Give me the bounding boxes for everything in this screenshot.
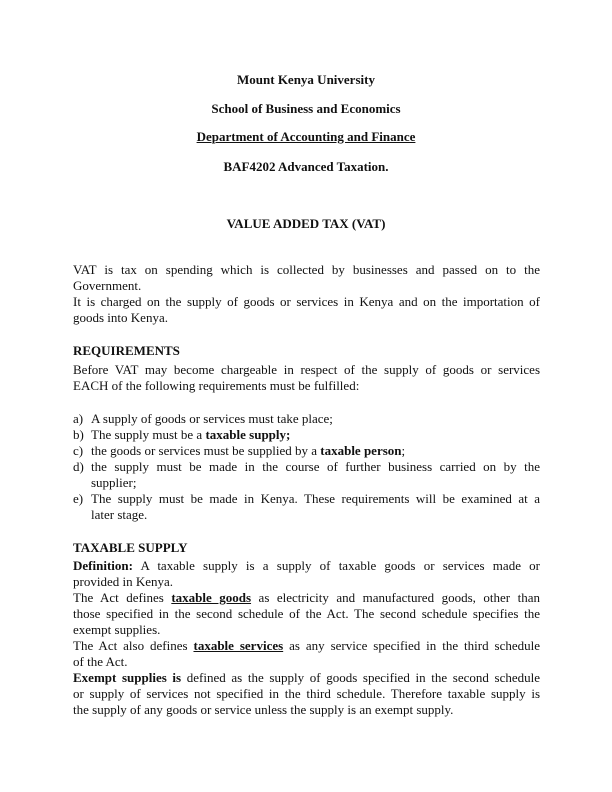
- text-span: Before VAT may become chargeable in respect of the supply of goods or services: [73, 362, 540, 377]
- department-label: Department of Accounting and Finance: [196, 129, 416, 144]
- text-span: the supply must be made in the course of further business carried on by the: [91, 459, 540, 474]
- school-name: School of Business and Economics: [211, 101, 401, 116]
- text-span: exempt supplies.: [73, 622, 161, 637]
- text-span: later stage.: [91, 507, 148, 522]
- taxable-supply-line: [73, 686, 540, 702]
- text-span: provided in Kenya.: [73, 574, 174, 589]
- text-span: the goods or services must be supplied by a: [91, 443, 321, 458]
- list-item-text: [91, 427, 540, 443]
- text-span: VAT is tax on spending which is collected by businesses and passed on to the: [73, 262, 540, 277]
- text-span: It is charged on the supply of goods or services in Kenya and on the importation of: [73, 294, 540, 309]
- requirements-line: [73, 378, 540, 394]
- text-span: EACH of the following requirements must be fulfilled:: [73, 378, 360, 393]
- taxable-supply-line: [73, 654, 540, 670]
- text-span: as electricity and manufactured goods, other than: [251, 590, 540, 605]
- taxable-supply-line: [73, 606, 540, 622]
- text-span: the supply of any goods or service unless the supply is an exempt supply.: [73, 702, 454, 717]
- list-item-text: [91, 411, 540, 427]
- text-span: A supply of goods or services must take place;: [91, 411, 333, 426]
- text-span: The supply must be made in Kenya. These requirements will be examined at a: [91, 491, 540, 506]
- taxable-supply-heading: TAXABLE SUPPLY: [73, 540, 188, 555]
- text-span: The Act also defines: [73, 638, 194, 653]
- document-title: VALUE ADDED TAX (VAT): [226, 216, 386, 231]
- taxable-supply-line: [73, 558, 540, 574]
- requirements-heading: REQUIREMENTS: [73, 343, 180, 358]
- text-span: or supply of services not specified in the third schedule. Therefore taxable supply is: [73, 686, 540, 701]
- list-item-text: [91, 459, 540, 475]
- text-span: defined as the supply of goods specified in the second schedule: [181, 670, 540, 685]
- list-item-label: d): [73, 459, 84, 474]
- intro-line: [73, 310, 540, 326]
- requirements-line: [73, 362, 540, 378]
- course-title: BAF4202 Advanced Taxation.: [223, 159, 389, 174]
- taxable-supply-line: [73, 574, 540, 590]
- text-span: supplier;: [91, 475, 137, 490]
- list-item-text: [91, 443, 540, 459]
- text-span: of the Act.: [73, 654, 128, 669]
- intro-line: [73, 262, 540, 278]
- intro-line: [73, 278, 540, 294]
- text-span: as any service specified in the third schedule: [283, 638, 540, 653]
- taxable-supply-line: [73, 702, 540, 718]
- list-item-label: b): [73, 427, 84, 442]
- text-span: goods into Kenya.: [73, 310, 168, 325]
- intro-line: [73, 294, 540, 310]
- text-span: The Act defines: [73, 590, 172, 605]
- taxable-supply-line: [73, 638, 540, 654]
- text-span: The supply must be a: [91, 427, 206, 442]
- text-span: Government.: [73, 278, 142, 293]
- bold-text: taxable services: [193, 638, 284, 653]
- university-name: Mount Kenya University: [237, 72, 375, 87]
- text-span: A taxable supply is a supply of taxable goods or services made or: [132, 558, 540, 573]
- text-span: ;: [401, 443, 406, 458]
- bold-text: taxable supply;: [205, 427, 291, 442]
- bold-text: taxable person: [320, 443, 402, 458]
- list-item-label: e): [73, 491, 84, 506]
- list-item-label: c): [73, 443, 84, 458]
- list-item-text: [91, 475, 540, 491]
- taxable-supply-line: [73, 622, 540, 638]
- taxable-supply-line: [73, 670, 540, 686]
- bold-text: Definition:: [73, 558, 133, 573]
- department-name: [0, 129, 612, 145]
- list-item-text: [91, 507, 540, 523]
- taxable-supply-line: [73, 590, 540, 606]
- list-item-text: [91, 491, 540, 507]
- list-item-label: a): [73, 411, 84, 426]
- bold-text: taxable goods: [171, 590, 252, 605]
- text-span: those specified in the second schedule of the Act. The second schedule specifies the: [73, 606, 540, 621]
- bold-text: Exempt supplies is: [73, 670, 182, 685]
